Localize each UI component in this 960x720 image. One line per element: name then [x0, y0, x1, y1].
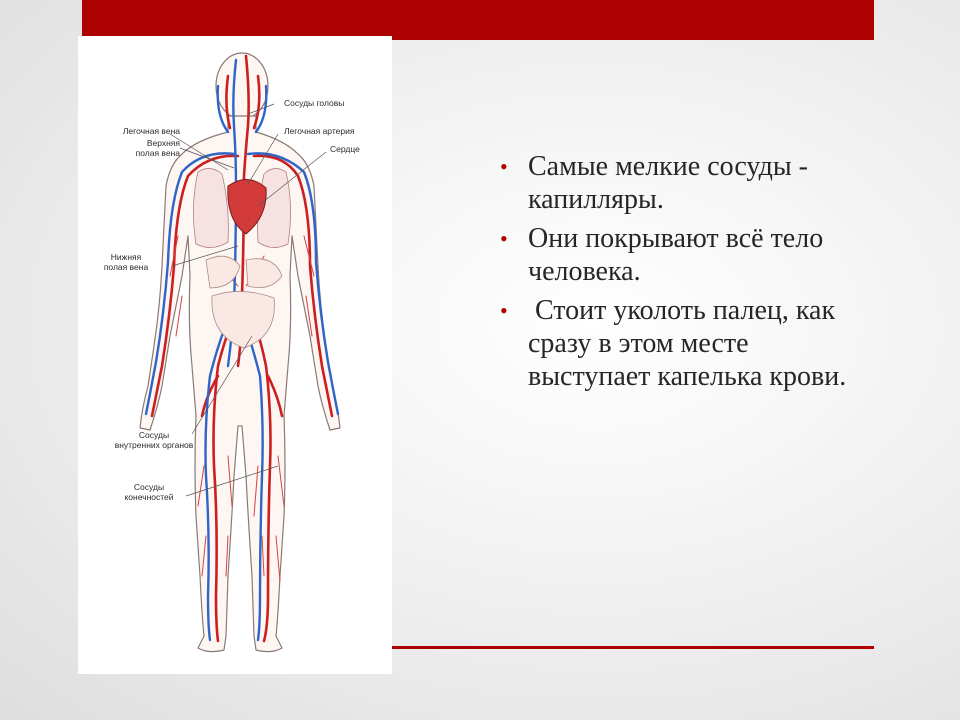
label-internal-organ-vessels: Сосуды внутренних органов: [114, 430, 194, 450]
bullet-marker: •: [500, 298, 508, 323]
label-heart: Сердце: [330, 144, 360, 154]
bullet-text: Они покрывают всё тело человека.: [528, 223, 824, 287]
circulatory-system-diagram: [78, 36, 392, 674]
bullet-list: [498, 150, 870, 399]
footer-accent-line: [392, 646, 874, 649]
bullet-text: Самые мелкие сосуды - капилляры.: [528, 151, 808, 215]
bullet-marker: •: [500, 154, 508, 179]
label-superior-vena-cava: Верхняя полая вена: [135, 138, 180, 158]
bullet-marker: •: [500, 226, 508, 251]
title-accent-bar: [82, 0, 874, 40]
bullet-item: [498, 222, 870, 288]
bullet-item: [498, 294, 870, 393]
bullet-text: Стоит уколоть палец, как сразу в этом месте выступает капелька крови.: [528, 295, 847, 392]
label-head-vessels: Сосуды головы: [284, 98, 345, 108]
label-pulmonary-vein: Легочная вена: [122, 126, 180, 136]
label-limb-vessels: Сосуды конечностей: [124, 482, 174, 502]
label-inferior-vena-cava: Нижняя полая вена: [103, 252, 149, 272]
bullet-item: [498, 150, 870, 216]
label-pulmonary-artery: Легочная артерия: [284, 126, 355, 136]
